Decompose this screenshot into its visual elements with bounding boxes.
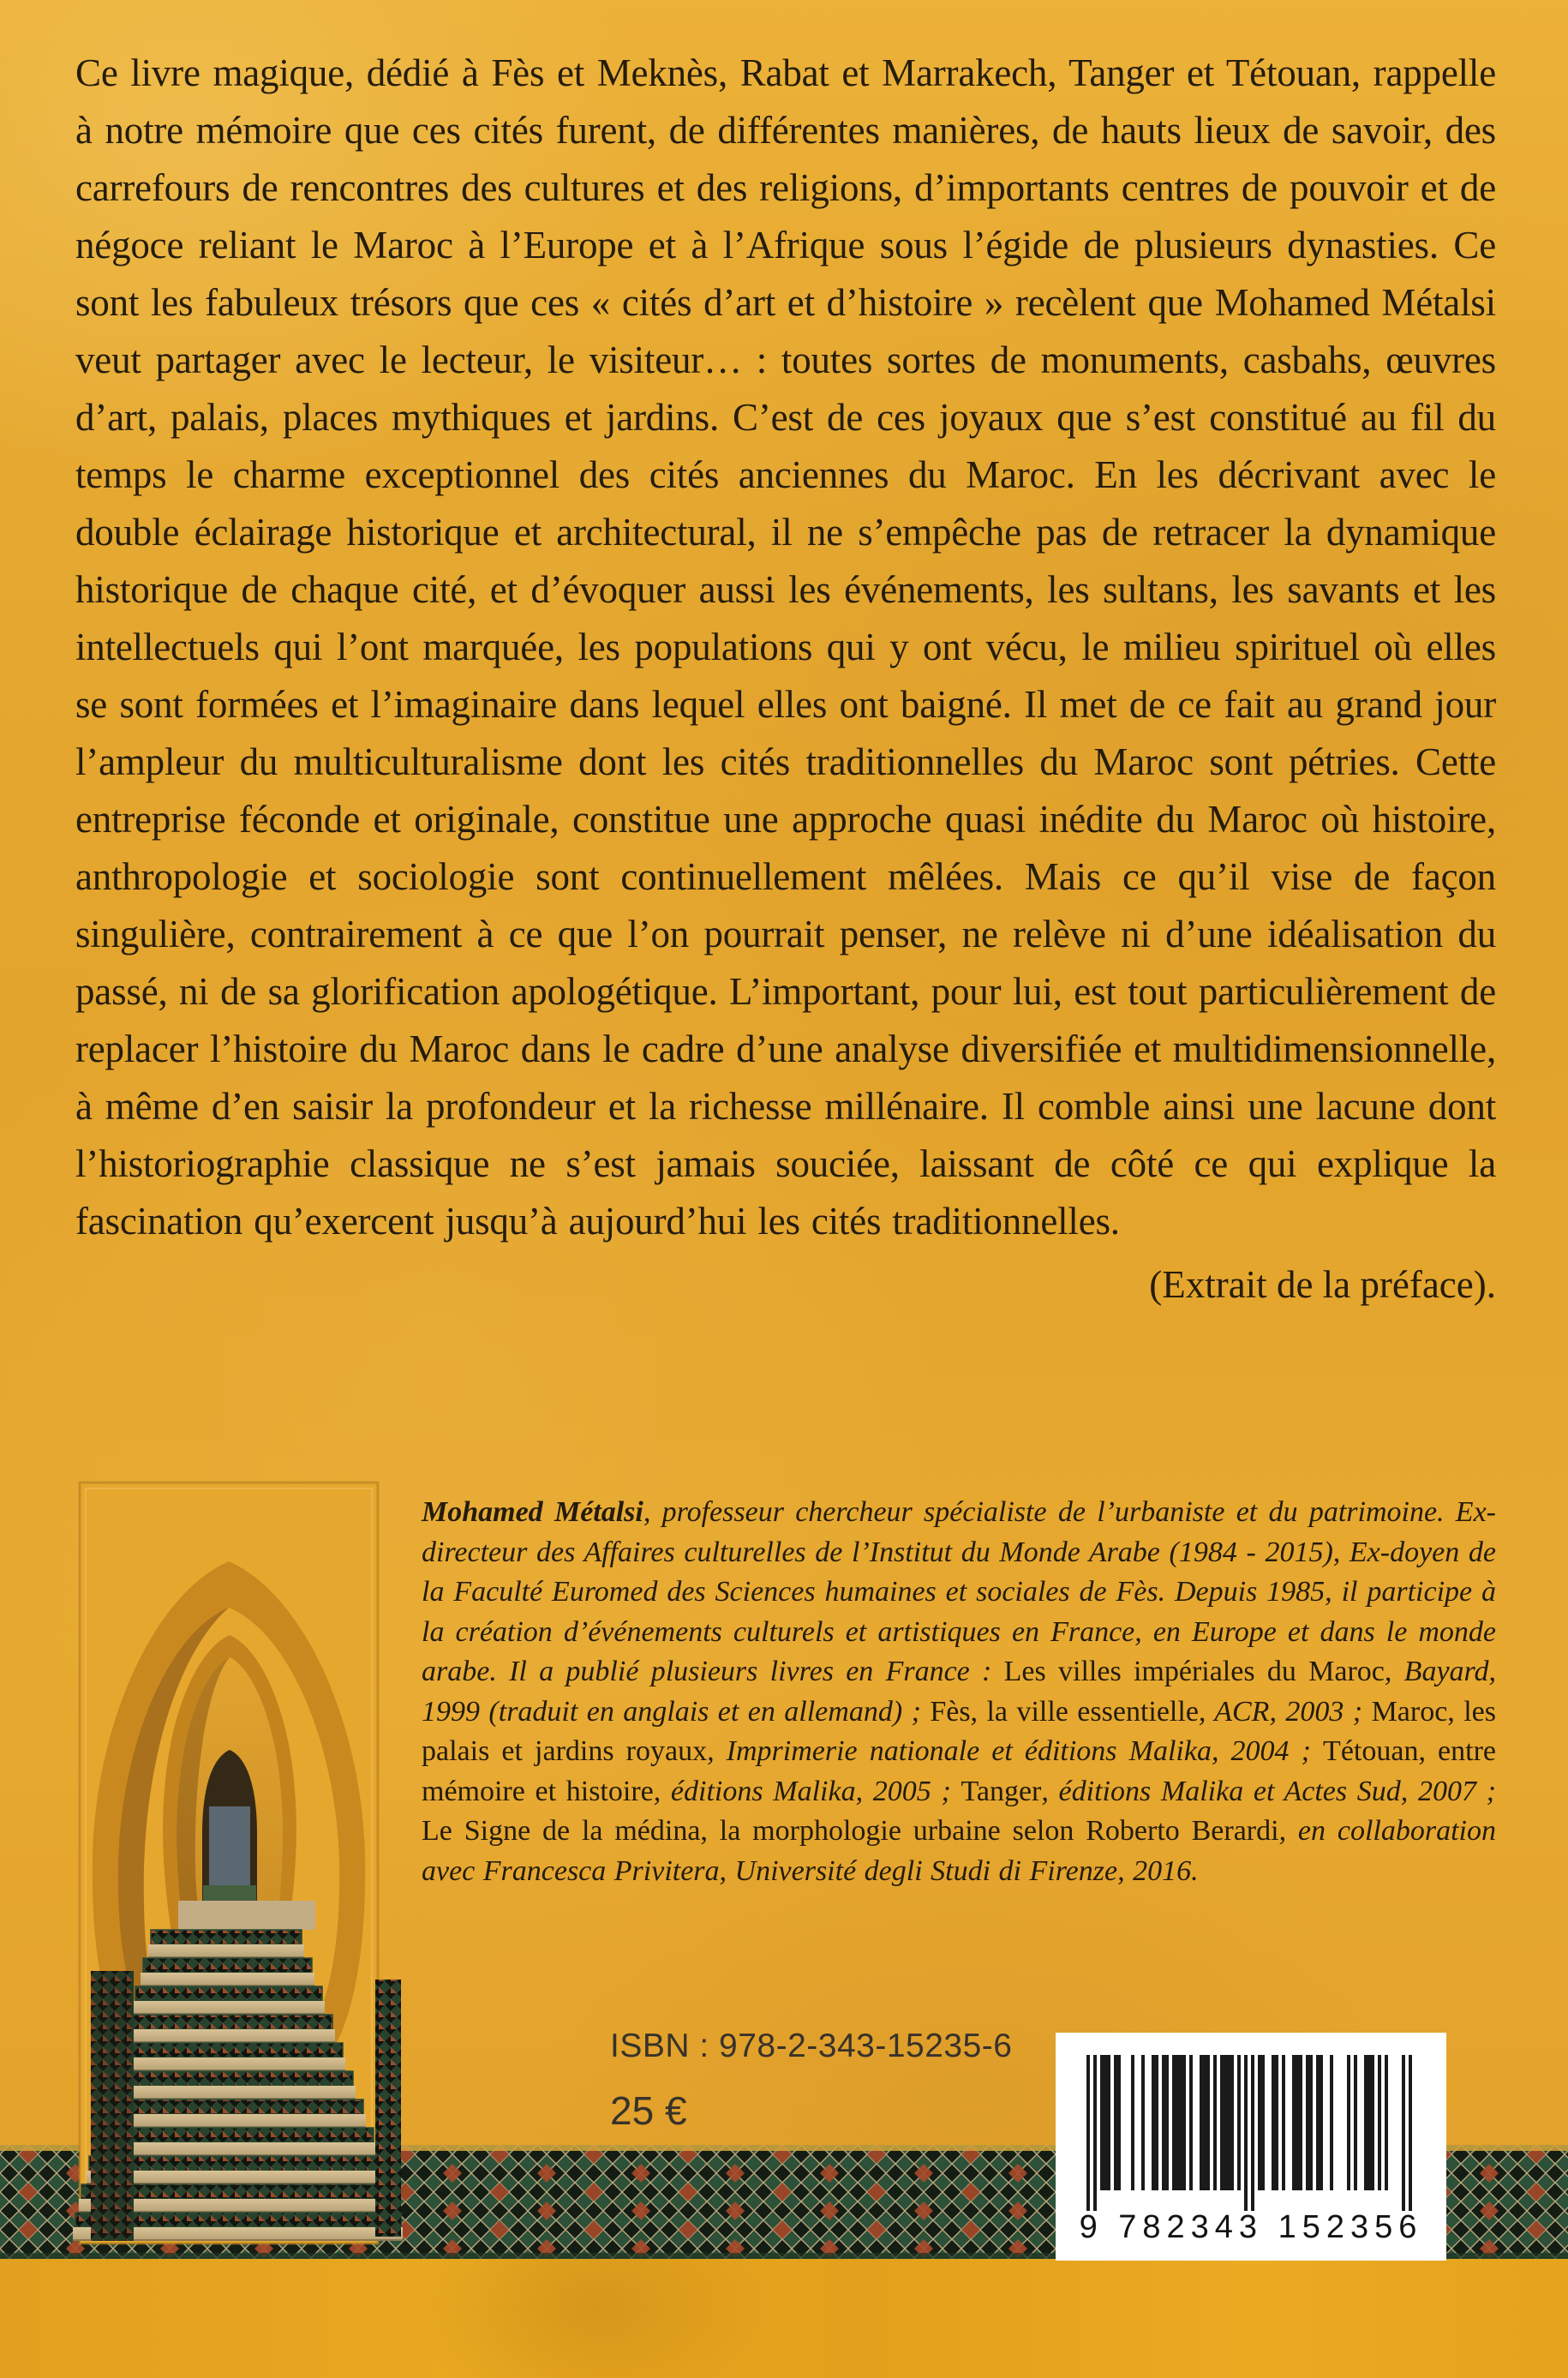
bio-segment: Mohamed Métalsi: [422, 1496, 643, 1528]
blurb: [75, 45, 1496, 1312]
bio-segment: , éditions Malika, 2005 ;: [653, 1775, 961, 1807]
bio-segment: Le Signe de la médina, la morphologie urbaine selon Roberto Berardi: [422, 1815, 1279, 1847]
bio-segment: , Bayard, 1999 (traduit en anglais et en allemand) ;: [422, 1656, 1497, 1728]
bio-segment: Les villes impériales du Maroc: [1003, 1656, 1385, 1687]
bio-segment: , Imprimerie nationale et éditions Malika, 2004 ;: [707, 1735, 1324, 1767]
price-label: 25 €: [610, 2088, 687, 2133]
barcode: [1056, 2033, 1446, 2261]
bio-segment: , ACR, 2003 ;: [1198, 1695, 1372, 1728]
bio-segment: Maroc, les palais et jardins royaux: [422, 1695, 1496, 1767]
bio-segment: , éditions Malika et Actes Sud, 2007 ;: [1041, 1775, 1496, 1807]
bio-segment: Fès, la ville essentielle: [930, 1695, 1199, 1728]
blurb-paragraph: Ce livre magique, dédié à Fès et Meknès, Rabat et Marrakech, Tanger et Tétouan, rappelle à notre mémoire que ces cités furent, de différentes manières, de hauts lieux de savoir, des carrefours de rencontres des cultures et des religions, d’importants centres de pouvoir et de négoce reliant le Maroc à l’Europe et à l’Afrique sous l’égide de plusieurs dynasties. Ce sont les fabuleux trésors que ces « cités d’art et d’histoire » recèlent que Mohamed Métalsi veut partager avec le lecteur, le visiteur… : toutes sortes de monuments, casbahs, œuvres d’art, palais, places mythiques et jardins. C’est de ces joyaux que s’est constitué au fil du temps le charme exceptionnel des cités anciennes du Maroc. En les décrivant avec le double éclairage historique et architectural, il ne s’empêche pas de retracer la dynamique historique de chaque cité, et d’évoquer aussi les événements, les sultans, les savants et les intellectuels qui l’ont marquée, les populations qui y ont vécu, le milieu spirituel où elles se sont formées et l’imaginaire dans lequel elles ont baigné. Il met de ce fait au grand jour l’ampleur du multiculturalisme dont les cités traditionnelles du Maroc sont pétries. Cette entreprise féconde et originale, constitue une approche quasi inédite du Maroc où histoire, anthropologie et sociologie sont continuellement mêlées. Mais ce qu’il vise de façon singulière, contrairement à ce que l’on pourrait penser, ne relève ni d’une idéalisation du passé, ni de sa glorification apologétique. L’important, pour lui, est tout particulièrement de replacer l’histoire du Maroc dans le cadre d’une analyse diversifiée et multidimensionnelle, à même d’en saisir la profondeur et la richesse millénaire. Il comble ainsi une lacune dont l’historiographie classique ne s’est jamais souciée, laissant de côté ce qui explique la fascination qu’exercent jusqu’à aujourd’hui les cités traditionnelles.: [75, 51, 1496, 1243]
bio-segment: Tanger: [961, 1775, 1042, 1807]
bio-segment: , professeur chercheur spécialiste de l’urbaniste et du patrimoine. Ex-directeur des Affaires culturelles de l’Institut du Monde Arabe (1984 - 2015), Ex-doyen de la Faculté Euromed des Sciences humaines et sociales de Fès. Depuis 1985, il participe à la création d’événements culturels et artistiques en France, en Europe et dans le monde arabe. Il a publié plusieurs livres en France :: [422, 1496, 1496, 1687]
barcode-digits: 9 782343 152356: [1079, 2209, 1423, 2245]
bio-segment: , en collaboration avec Francesca Privitera, Université degli Studi di Firenze, 2016.: [422, 1815, 1496, 1887]
isbn-label: ISBN : 978-2-343-15235-6: [610, 2028, 1013, 2064]
archway-stairs-photo: [43, 1465, 403, 2322]
isbn-price-block: [610, 2028, 1012, 2134]
blurb-attribution: (Extrait de la préface).: [1149, 1263, 1496, 1306]
author-bio: [422, 1493, 1496, 1891]
bio-segment: Tétouan, entre mémoire et histoire: [422, 1735, 1496, 1807]
